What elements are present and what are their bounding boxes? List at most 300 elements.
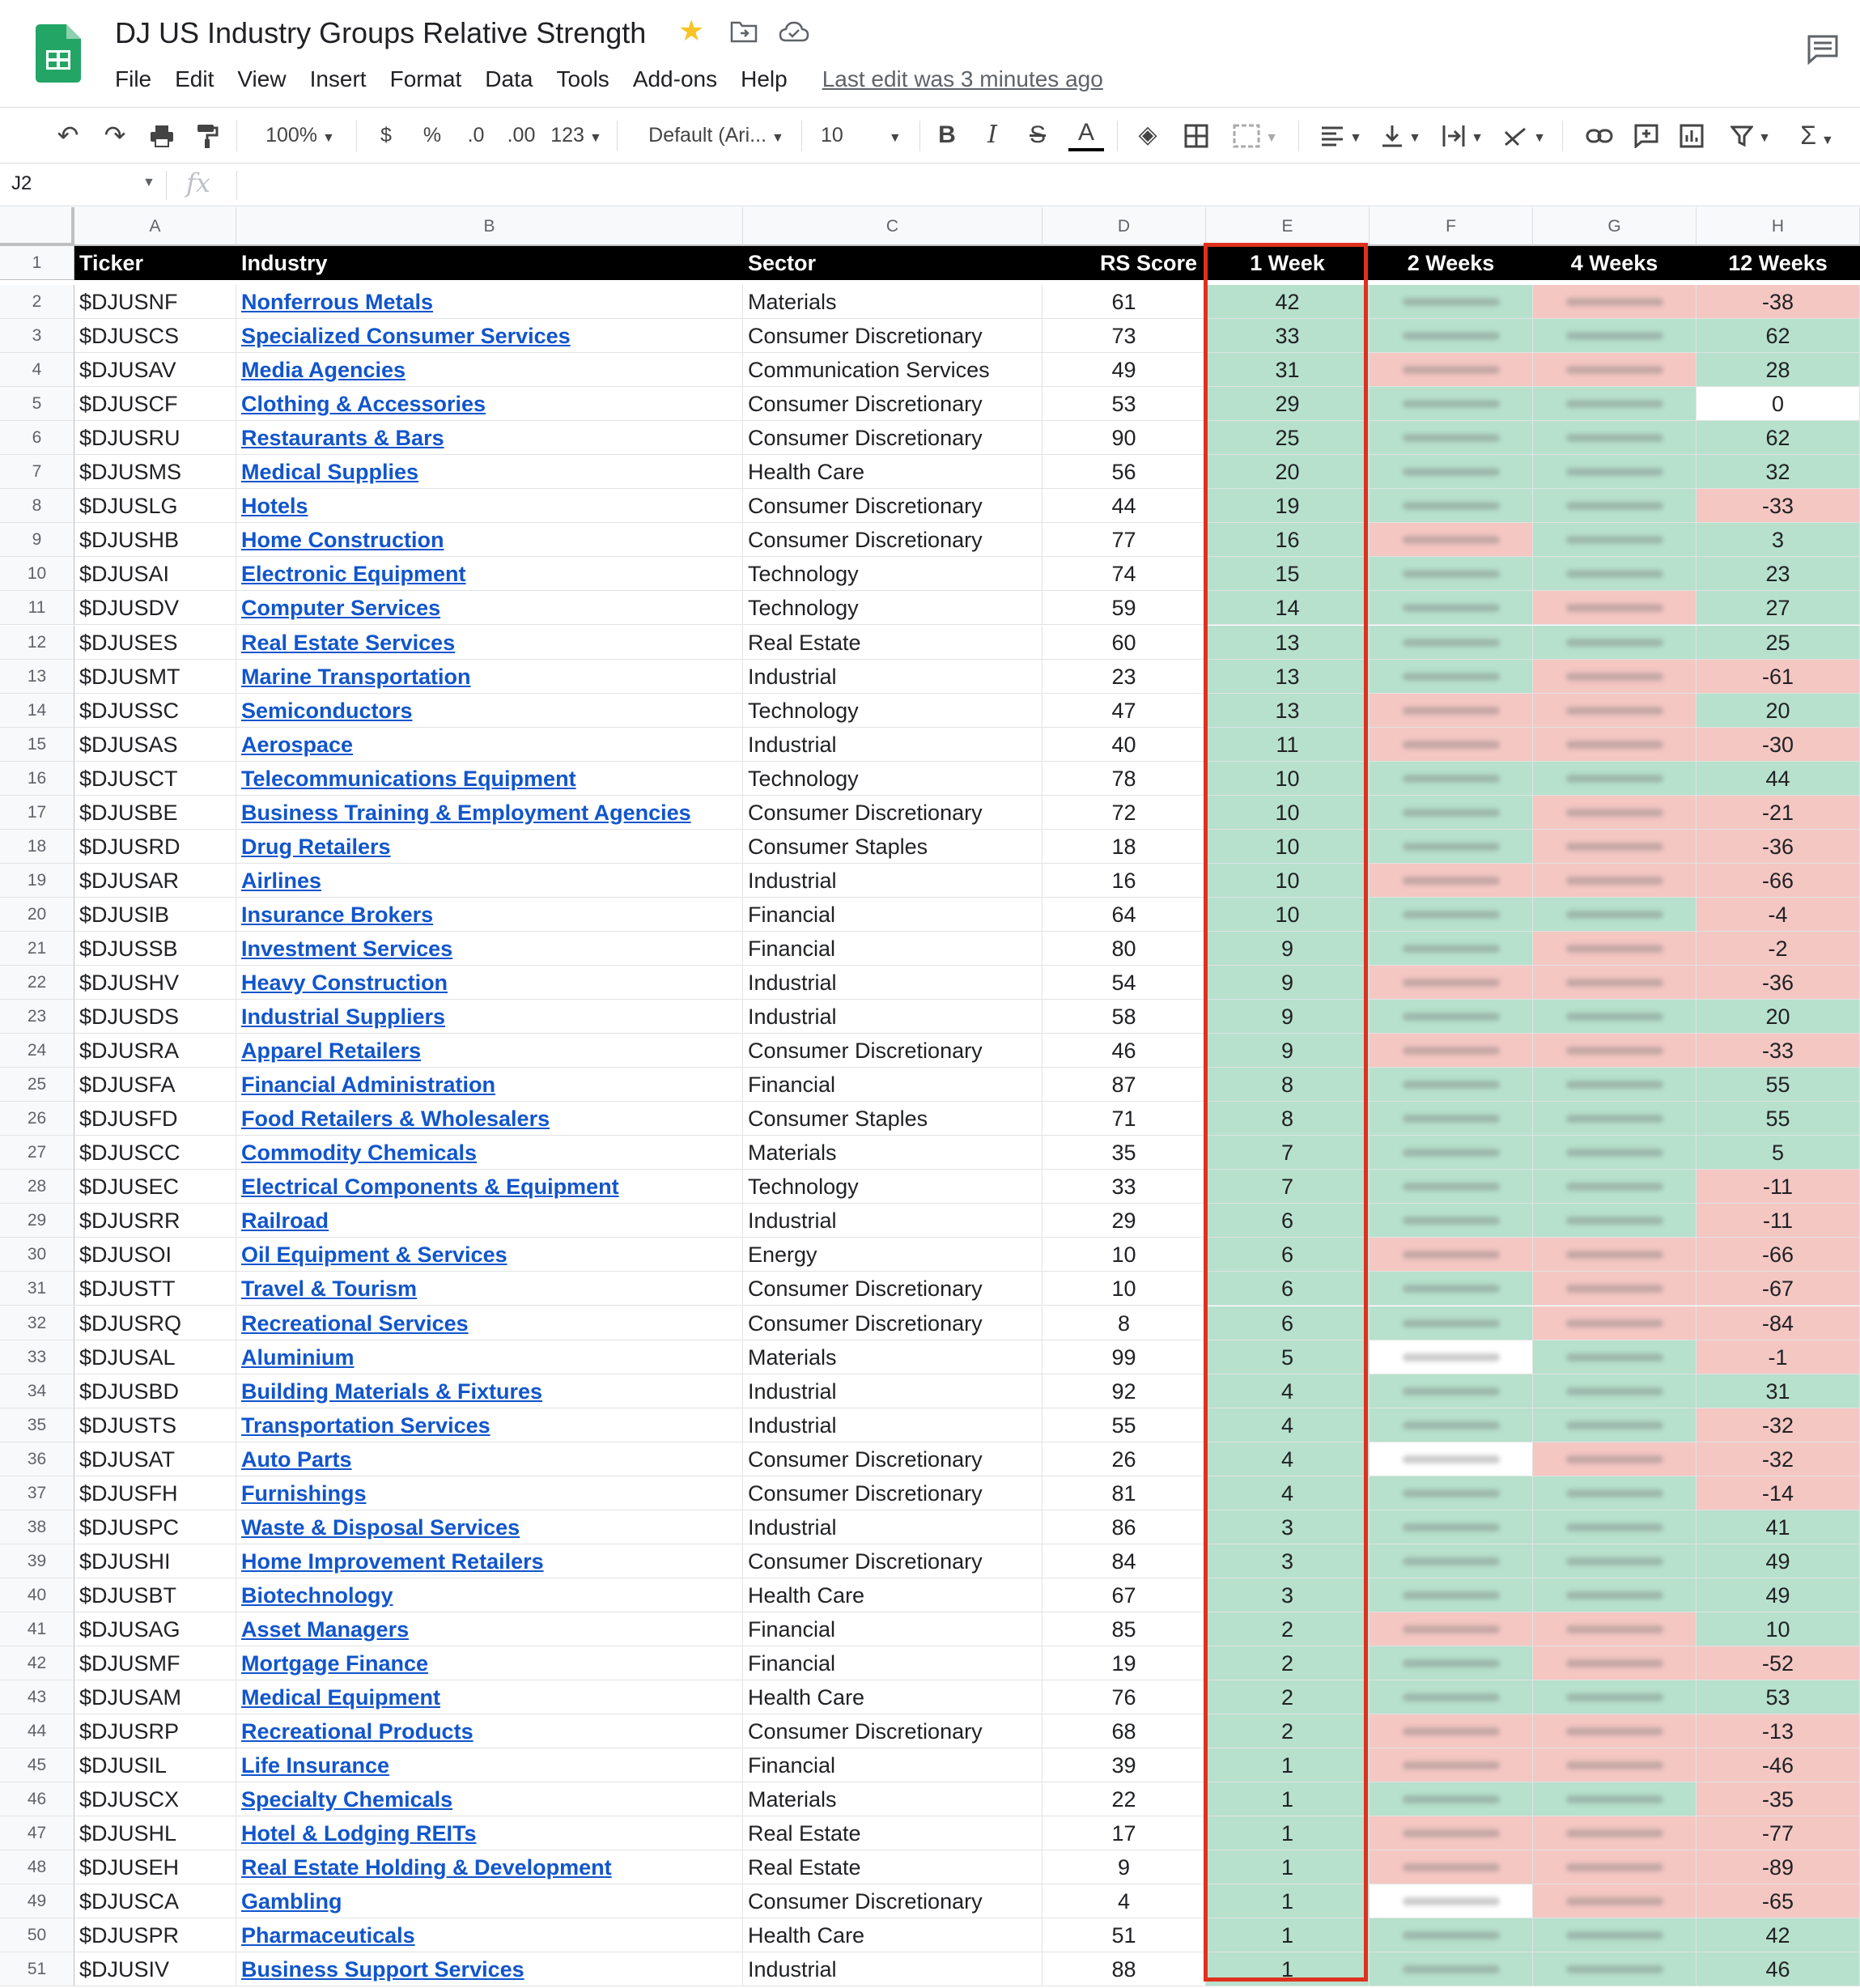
ticker-cell[interactable]: $DJUSIB — [74, 898, 236, 932]
week1-cell[interactable]: 2 — [1206, 1646, 1370, 1680]
sector-cell[interactable]: Financial — [743, 898, 1043, 932]
rs-score-cell[interactable]: 64 — [1043, 898, 1206, 932]
row-number[interactable]: 32 — [0, 1306, 74, 1340]
ticker-cell[interactable]: $DJUSNF — [74, 285, 236, 319]
week4-cell[interactable] — [1533, 830, 1697, 864]
row-number[interactable]: 7 — [0, 455, 74, 489]
week4-cell[interactable] — [1533, 455, 1697, 489]
ticker-cell[interactable]: $DJUSSB — [74, 932, 236, 966]
rs-score-cell[interactable]: 46 — [1043, 1034, 1206, 1068]
ticker-cell[interactable]: $DJUSMT — [74, 660, 236, 694]
week2-cell[interactable] — [1370, 694, 1533, 728]
paint-format-icon[interactable] — [191, 119, 223, 151]
row-number[interactable]: 35 — [0, 1408, 74, 1442]
week12-cell[interactable]: 44 — [1697, 762, 1860, 796]
industry-link[interactable]: Financial Administration — [236, 1068, 743, 1102]
week4-cell[interactable] — [1533, 1748, 1697, 1782]
week12-cell[interactable]: -4 — [1697, 898, 1860, 932]
week2-cell[interactable] — [1370, 864, 1533, 898]
week4-cell[interactable] — [1533, 1340, 1697, 1374]
column-header-f[interactable]: F — [1370, 207, 1533, 246]
week12-cell[interactable]: -33 — [1697, 489, 1860, 523]
week2-cell[interactable] — [1370, 1510, 1533, 1544]
text-rotation-icon[interactable]: ▼ — [1499, 119, 1549, 151]
week12-cell[interactable]: -1 — [1697, 1340, 1860, 1374]
row-number[interactable]: 39 — [0, 1544, 74, 1578]
week2-cell[interactable] — [1370, 1952, 1533, 1986]
sector-cell[interactable]: Consumer Discretionary — [743, 1442, 1043, 1476]
week12-cell[interactable]: 20 — [1697, 1000, 1860, 1034]
undo-icon[interactable]: ↶ — [57, 121, 79, 150]
week4-cell[interactable] — [1533, 796, 1697, 830]
week2-cell[interactable] — [1370, 1884, 1533, 1918]
sector-cell[interactable]: Consumer Discretionary — [743, 796, 1043, 830]
industry-link[interactable]: Marine Transportation — [236, 660, 743, 694]
week2-cell[interactable] — [1370, 523, 1533, 557]
row-number[interactable]: 49 — [0, 1884, 74, 1918]
week4-cell[interactable] — [1533, 591, 1697, 625]
week12-cell[interactable]: 3 — [1697, 523, 1860, 557]
week4-cell[interactable] — [1533, 1170, 1697, 1204]
rs-score-cell[interactable]: 85 — [1043, 1612, 1206, 1646]
week4-cell[interactable] — [1533, 660, 1697, 694]
rs-score-cell[interactable]: 55 — [1043, 1408, 1206, 1442]
cloud-saved-icon[interactable] — [779, 19, 809, 44]
industry-link[interactable]: Aerospace — [236, 728, 743, 762]
week1-cell[interactable]: 15 — [1206, 557, 1370, 591]
industry-link[interactable]: Gambling — [236, 1884, 743, 1918]
week4-cell[interactable] — [1533, 285, 1697, 319]
week4-cell[interactable] — [1533, 1034, 1697, 1068]
rs-score-cell[interactable]: 99 — [1043, 1340, 1206, 1374]
sector-cell[interactable]: Consumer Discretionary — [743, 1476, 1043, 1510]
week12-cell[interactable]: -52 — [1697, 1646, 1860, 1680]
ticker-cell[interactable]: $DJUSAT — [74, 1442, 236, 1476]
industry-link[interactable]: Furnishings — [236, 1476, 743, 1510]
industry-link[interactable]: Auto Parts — [236, 1442, 743, 1476]
industry-link[interactable]: Investment Services — [236, 932, 743, 966]
week2-cell[interactable] — [1370, 1136, 1533, 1170]
week4-cell[interactable] — [1533, 1816, 1697, 1850]
sector-cell[interactable]: Real Estate — [743, 626, 1043, 660]
redo-icon[interactable]: ↷ — [104, 121, 126, 150]
rs-score-cell[interactable]: 56 — [1043, 455, 1206, 489]
industry-link[interactable]: Home Construction — [236, 523, 743, 557]
week2-cell[interactable] — [1370, 1272, 1533, 1306]
week4-cell[interactable] — [1533, 1374, 1697, 1408]
menu-view[interactable]: View — [237, 66, 287, 91]
row-number[interactable]: 23 — [0, 1000, 74, 1034]
week1-cell[interactable]: 4 — [1206, 1408, 1370, 1442]
week2-cell[interactable] — [1370, 1612, 1533, 1646]
industry-link[interactable]: Biotechnology — [236, 1578, 743, 1612]
week2-cell[interactable] — [1370, 1374, 1533, 1408]
week2-cell[interactable] — [1370, 898, 1533, 932]
week12-cell[interactable]: 10 — [1697, 1612, 1860, 1646]
sector-cell[interactable]: Industrial — [743, 1374, 1043, 1408]
ticker-cell[interactable]: $DJUSFH — [74, 1476, 236, 1510]
week4-cell[interactable] — [1533, 1850, 1697, 1884]
insert-comment-icon[interactable] — [1630, 119, 1663, 151]
industry-link[interactable]: Clothing & Accessories — [236, 387, 743, 421]
increase-decimal-button[interactable]: .00 — [507, 124, 536, 147]
week1-cell[interactable]: 3 — [1206, 1510, 1370, 1544]
industry-link[interactable]: Building Materials & Fixtures — [236, 1374, 743, 1408]
rs-score-cell[interactable]: 39 — [1043, 1748, 1206, 1782]
week1-cell[interactable]: 1 — [1206, 1918, 1370, 1952]
sector-cell[interactable]: Industrial — [743, 660, 1043, 694]
ticker-cell[interactable]: $DJUSSC — [74, 694, 236, 728]
comment-history-icon[interactable] — [1807, 34, 1839, 65]
ticker-cell[interactable]: $DJUSCA — [74, 1884, 236, 1918]
rs-score-cell[interactable]: 92 — [1043, 1374, 1206, 1408]
industry-link[interactable]: Electronic Equipment — [236, 557, 743, 591]
industry-link[interactable]: Real Estate Holding & Development — [236, 1850, 743, 1884]
ticker-cell[interactable]: $DJUSAI — [74, 557, 236, 591]
week1-cell[interactable]: 1 — [1206, 1748, 1370, 1782]
week12-cell[interactable]: 41 — [1697, 1510, 1860, 1544]
rs-score-cell[interactable]: 80 — [1043, 932, 1206, 966]
rs-score-cell[interactable]: 23 — [1043, 660, 1206, 694]
rs-score-cell[interactable]: 16 — [1043, 864, 1206, 898]
industry-link[interactable]: Electrical Components & Equipment — [236, 1170, 743, 1204]
industry-link[interactable]: Real Estate Services — [236, 626, 743, 660]
horizontal-align-icon[interactable]: ▼ — [1316, 119, 1366, 151]
industry-link[interactable]: Life Insurance — [236, 1748, 743, 1782]
week12-cell[interactable]: 55 — [1697, 1068, 1860, 1102]
row-number[interactable]: 28 — [0, 1170, 74, 1204]
week1-cell[interactable]: 10 — [1206, 762, 1370, 796]
week12-cell[interactable]: -77 — [1697, 1816, 1860, 1850]
week1-cell[interactable]: 9 — [1206, 966, 1370, 1000]
week4-cell[interactable] — [1533, 1204, 1697, 1238]
week4-cell[interactable] — [1533, 1578, 1697, 1612]
column-header-b[interactable]: B — [236, 207, 743, 246]
sector-cell[interactable]: Technology — [743, 557, 1043, 591]
ticker-cell[interactable]: $DJUSRA — [74, 1034, 236, 1068]
header-sector[interactable]: Sector — [743, 246, 1043, 280]
rs-score-cell[interactable]: 4 — [1043, 1884, 1206, 1918]
week2-cell[interactable] — [1370, 966, 1533, 1000]
week2-cell[interactable] — [1370, 455, 1533, 489]
ticker-cell[interactable]: $DJUSAM — [74, 1680, 236, 1714]
ticker-cell[interactable]: $DJUSFA — [74, 1068, 236, 1102]
week2-cell[interactable] — [1370, 1646, 1533, 1680]
ticker-cell[interactable]: $DJUSIV — [74, 1952, 236, 1986]
week2-cell[interactable] — [1370, 1442, 1533, 1476]
column-header-d[interactable]: D — [1043, 207, 1206, 246]
week12-cell[interactable]: 23 — [1697, 557, 1860, 591]
ticker-cell[interactable]: $DJUSTT — [74, 1272, 236, 1306]
industry-link[interactable]: Railroad — [236, 1204, 743, 1238]
sector-cell[interactable]: Consumer Staples — [743, 1102, 1043, 1136]
week12-cell[interactable]: 62 — [1697, 421, 1860, 455]
sector-cell[interactable]: Industrial — [743, 966, 1043, 1000]
menu-edit[interactable]: Edit — [175, 66, 214, 91]
week12-cell[interactable]: -21 — [1697, 796, 1860, 830]
industry-link[interactable]: Specialty Chemicals — [236, 1782, 743, 1816]
week1-cell[interactable]: 16 — [1206, 523, 1370, 557]
rs-score-cell[interactable]: 10 — [1043, 1238, 1206, 1272]
rs-score-cell[interactable]: 49 — [1043, 353, 1206, 387]
week12-cell[interactable]: -36 — [1697, 830, 1860, 864]
week2-cell[interactable] — [1370, 353, 1533, 387]
rs-score-cell[interactable]: 17 — [1043, 1816, 1206, 1850]
week4-cell[interactable] — [1533, 966, 1697, 1000]
week12-cell[interactable]: -89 — [1697, 1850, 1860, 1884]
merge-cells-icon[interactable]: ▼ — [1227, 119, 1284, 151]
ticker-cell[interactable]: $DJUSMS — [74, 455, 236, 489]
week2-cell[interactable] — [1370, 1918, 1533, 1952]
ticker-cell[interactable]: $DJUSPC — [74, 1510, 236, 1544]
sector-cell[interactable]: Consumer Discretionary — [743, 1306, 1043, 1340]
week4-cell[interactable] — [1533, 694, 1697, 728]
ticker-cell[interactable]: $DJUSHV — [74, 966, 236, 1000]
currency-format-button[interactable]: $ — [380, 124, 392, 147]
sector-cell[interactable]: Consumer Discretionary — [743, 421, 1043, 455]
row-number[interactable]: 22 — [0, 966, 74, 1000]
row-number[interactable]: 45 — [0, 1748, 74, 1782]
week2-cell[interactable] — [1370, 796, 1533, 830]
industry-link[interactable]: Medical Supplies — [236, 455, 743, 489]
row-number[interactable]: 40 — [0, 1578, 74, 1612]
week1-cell[interactable]: 31 — [1206, 353, 1370, 387]
fill-color-icon[interactable]: ◈ — [1138, 121, 1157, 148]
week2-cell[interactable] — [1370, 1034, 1533, 1068]
week1-cell[interactable]: 19 — [1206, 489, 1370, 523]
week12-cell[interactable]: -66 — [1697, 864, 1860, 898]
row-number[interactable]: 24 — [0, 1034, 74, 1068]
week1-cell[interactable]: 8 — [1206, 1102, 1370, 1136]
week12-cell[interactable]: -13 — [1697, 1714, 1860, 1748]
rs-score-cell[interactable]: 40 — [1043, 728, 1206, 762]
font-size-select[interactable]: 10 ▼ — [821, 124, 902, 147]
industry-link[interactable]: Semiconductors — [236, 694, 743, 728]
ticker-cell[interactable]: $DJUSHB — [74, 523, 236, 557]
week4-cell[interactable] — [1533, 319, 1697, 353]
week1-cell[interactable]: 1 — [1206, 1782, 1370, 1816]
rs-score-cell[interactable]: 60 — [1043, 626, 1206, 660]
bold-button[interactable]: B — [938, 121, 956, 148]
industry-link[interactable]: Commodity Chemicals — [236, 1136, 743, 1170]
week2-cell[interactable] — [1370, 1408, 1533, 1442]
week1-cell[interactable]: 2 — [1206, 1680, 1370, 1714]
row-number[interactable]: 25 — [0, 1068, 74, 1102]
sector-cell[interactable]: Technology — [743, 1170, 1043, 1204]
week1-cell[interactable]: 6 — [1206, 1272, 1370, 1306]
week4-cell[interactable] — [1533, 1476, 1697, 1510]
week12-cell[interactable]: 53 — [1697, 1680, 1860, 1714]
week1-cell[interactable]: 3 — [1206, 1578, 1370, 1612]
rs-score-cell[interactable]: 19 — [1043, 1646, 1206, 1680]
week4-cell[interactable] — [1533, 626, 1697, 660]
industry-link[interactable]: Hotel & Lodging REITs — [236, 1816, 743, 1850]
industry-link[interactable]: Pharmaceuticals — [236, 1918, 743, 1952]
sector-cell[interactable]: Health Care — [743, 455, 1043, 489]
sector-cell[interactable]: Consumer Discretionary — [743, 489, 1043, 523]
sheets-logo-icon[interactable] — [36, 24, 81, 83]
week12-cell[interactable]: -38 — [1697, 285, 1860, 319]
ticker-cell[interactable]: $DJUSBD — [74, 1374, 236, 1408]
row-number[interactable]: 8 — [0, 489, 74, 523]
week1-cell[interactable]: 29 — [1206, 387, 1370, 421]
week2-cell[interactable] — [1370, 1714, 1533, 1748]
font-family-select[interactable]: Default (Ari... ▼ — [648, 124, 784, 147]
ticker-cell[interactable]: $DJUSAV — [74, 353, 236, 387]
menu-format[interactable]: Format — [389, 66, 462, 91]
week2-cell[interactable] — [1370, 1782, 1533, 1816]
week2-cell[interactable] — [1370, 1238, 1533, 1272]
industry-link[interactable]: Media Agencies — [236, 353, 743, 387]
week1-cell[interactable]: 7 — [1206, 1170, 1370, 1204]
week4-cell[interactable] — [1533, 557, 1697, 591]
sector-cell[interactable]: Consumer Discretionary — [743, 319, 1043, 353]
sector-cell[interactable]: Real Estate — [743, 1816, 1043, 1850]
row-number[interactable]: 48 — [0, 1850, 74, 1884]
industry-link[interactable]: Industrial Suppliers — [236, 1000, 743, 1034]
industry-link[interactable]: Aluminium — [236, 1340, 743, 1374]
menu-help[interactable]: Help — [741, 66, 788, 91]
decrease-decimal-button[interactable]: .0 — [467, 124, 485, 147]
week4-cell[interactable] — [1533, 1680, 1697, 1714]
sector-cell[interactable]: Financial — [743, 1646, 1043, 1680]
row-number[interactable]: 18 — [0, 830, 74, 864]
week1-cell[interactable]: 9 — [1206, 932, 1370, 966]
week1-cell[interactable]: 10 — [1206, 796, 1370, 830]
week2-cell[interactable] — [1370, 728, 1533, 762]
week12-cell[interactable]: -36 — [1697, 966, 1860, 1000]
row-number[interactable]: 43 — [0, 1680, 74, 1714]
italic-button[interactable]: I — [987, 121, 997, 149]
week1-cell[interactable]: 25 — [1206, 421, 1370, 455]
rs-score-cell[interactable]: 54 — [1043, 966, 1206, 1000]
rs-score-cell[interactable]: 9 — [1043, 1850, 1206, 1884]
industry-link[interactable]: Home Improvement Retailers — [236, 1544, 743, 1578]
rs-score-cell[interactable]: 18 — [1043, 830, 1206, 864]
functions-icon[interactable]: Σ ▼ — [1800, 121, 1834, 150]
week2-cell[interactable] — [1370, 830, 1533, 864]
week1-cell[interactable]: 6 — [1206, 1204, 1370, 1238]
sector-cell[interactable]: Materials — [743, 1136, 1043, 1170]
ticker-cell[interactable]: $DJUSES — [74, 626, 236, 660]
ticker-cell[interactable]: $DJUSCX — [74, 1782, 236, 1816]
sector-cell[interactable]: Industrial — [743, 1952, 1043, 1986]
rs-score-cell[interactable]: 59 — [1043, 591, 1206, 625]
week4-cell[interactable] — [1533, 421, 1697, 455]
week2-cell[interactable] — [1370, 1578, 1533, 1612]
header-rs-score[interactable]: RS Score — [1043, 246, 1206, 280]
ticker-cell[interactable]: $DJUSRR — [74, 1204, 236, 1238]
sector-cell[interactable]: Materials — [743, 1340, 1043, 1374]
week2-cell[interactable] — [1370, 285, 1533, 319]
week4-cell[interactable] — [1533, 1136, 1697, 1170]
ticker-cell[interactable]: $DJUSRU — [74, 421, 236, 455]
week4-cell[interactable] — [1533, 387, 1697, 421]
rs-score-cell[interactable]: 29 — [1043, 1204, 1206, 1238]
week12-cell[interactable]: -67 — [1697, 1272, 1860, 1306]
week4-cell[interactable] — [1533, 1612, 1697, 1646]
week2-cell[interactable] — [1370, 932, 1533, 966]
industry-link[interactable]: Food Retailers & Wholesalers — [236, 1102, 743, 1136]
row-number[interactable]: 10 — [0, 557, 74, 591]
row-number[interactable]: 14 — [0, 694, 74, 728]
ticker-cell[interactable]: $DJUSAR — [74, 864, 236, 898]
week12-cell[interactable]: 5 — [1697, 1136, 1860, 1170]
week2-cell[interactable] — [1370, 1850, 1533, 1884]
ticker-cell[interactable]: $DJUSHL — [74, 1816, 236, 1850]
sector-cell[interactable]: Consumer Staples — [743, 830, 1043, 864]
week1-cell[interactable]: 3 — [1206, 1544, 1370, 1578]
ticker-cell[interactable]: $DJUSRP — [74, 1714, 236, 1748]
row-number[interactable]: 6 — [0, 421, 74, 455]
week1-cell[interactable]: 42 — [1206, 285, 1370, 319]
week1-cell[interactable]: 13 — [1206, 660, 1370, 694]
vertical-align-icon[interactable]: ▼ — [1376, 119, 1426, 151]
week1-cell[interactable]: 6 — [1206, 1306, 1370, 1340]
sector-cell[interactable]: Materials — [743, 1782, 1043, 1816]
week1-cell[interactable]: 10 — [1206, 864, 1370, 898]
rs-score-cell[interactable]: 81 — [1043, 1476, 1206, 1510]
rs-score-cell[interactable]: 86 — [1043, 1510, 1206, 1544]
week1-cell[interactable]: 9 — [1206, 1000, 1370, 1034]
week1-cell[interactable]: 13 — [1206, 694, 1370, 728]
sector-cell[interactable]: Industrial — [743, 1510, 1043, 1544]
row-number[interactable]: 42 — [0, 1646, 74, 1680]
industry-link[interactable]: Telecommunications Equipment — [236, 762, 743, 796]
row-number[interactable]: 2 — [0, 285, 74, 319]
ticker-cell[interactable]: $DJUSCF — [74, 387, 236, 421]
week4-cell[interactable] — [1533, 1000, 1697, 1034]
week12-cell[interactable]: 49 — [1697, 1578, 1860, 1612]
rs-score-cell[interactable]: 88 — [1043, 1952, 1206, 1986]
rs-score-cell[interactable]: 44 — [1043, 489, 1206, 523]
industry-link[interactable]: Heavy Construction — [236, 966, 743, 1000]
select-all-corner[interactable] — [0, 207, 74, 246]
rs-score-cell[interactable]: 58 — [1043, 1000, 1206, 1034]
menu-tools[interactable]: Tools — [556, 66, 609, 91]
row-number[interactable]: 12 — [0, 626, 74, 660]
industry-link[interactable]: Recreational Services — [236, 1306, 743, 1340]
week4-cell[interactable] — [1533, 1782, 1697, 1816]
week4-cell[interactable] — [1533, 1238, 1697, 1272]
week4-cell[interactable] — [1533, 864, 1697, 898]
week12-cell[interactable]: 42 — [1697, 1918, 1860, 1952]
ticker-cell[interactable]: $DJUSIL — [74, 1748, 236, 1782]
row-number[interactable]: 30 — [0, 1238, 74, 1272]
row-number[interactable]: 47 — [0, 1816, 74, 1850]
rs-score-cell[interactable]: 76 — [1043, 1680, 1206, 1714]
week12-cell[interactable]: 27 — [1697, 591, 1860, 625]
week12-cell[interactable]: 32 — [1697, 455, 1860, 489]
rs-score-cell[interactable]: 74 — [1043, 557, 1206, 591]
week4-cell[interactable] — [1533, 1918, 1697, 1952]
week2-cell[interactable] — [1370, 1000, 1533, 1034]
row-number[interactable]: 37 — [0, 1476, 74, 1510]
ticker-cell[interactable]: $DJUSAG — [74, 1612, 236, 1646]
week2-cell[interactable] — [1370, 387, 1533, 421]
industry-link[interactable]: Waste & Disposal Services — [236, 1510, 743, 1544]
week1-cell[interactable]: 13 — [1206, 626, 1370, 660]
row-number[interactable]: 29 — [0, 1204, 74, 1238]
sector-cell[interactable]: Communication Services — [743, 353, 1043, 387]
rs-score-cell[interactable]: 61 — [1043, 285, 1206, 319]
week12-cell[interactable]: 25 — [1697, 626, 1860, 660]
row-number[interactable]: 21 — [0, 932, 74, 966]
ticker-cell[interactable]: $DJUSCT — [74, 762, 236, 796]
week1-cell[interactable]: 20 — [1206, 455, 1370, 489]
row-number[interactable]: 27 — [0, 1136, 74, 1170]
sector-cell[interactable]: Consumer Discretionary — [743, 523, 1043, 557]
